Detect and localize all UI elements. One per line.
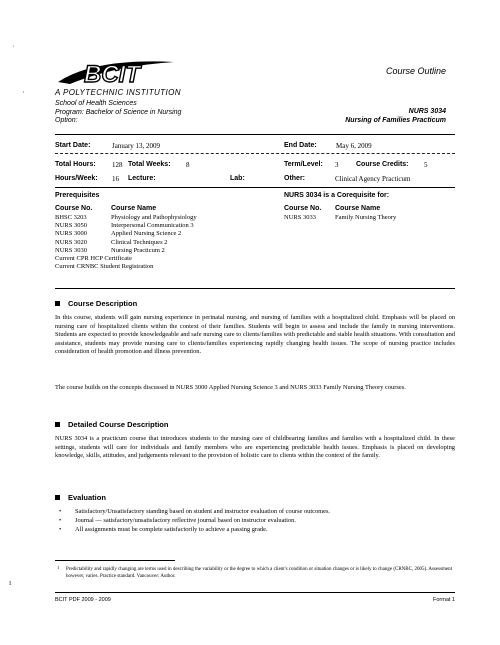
section-bullet-icon xyxy=(55,301,60,306)
coreq-col-course-name: Course Name xyxy=(335,205,381,212)
credits-label: Course Credits: xyxy=(356,161,409,168)
lecture-label: Lecture: xyxy=(128,175,156,182)
list-item xyxy=(55,239,197,247)
section-bullet-icon xyxy=(55,422,60,427)
scan-mark: ı xyxy=(9,578,12,587)
section-bullet-icon xyxy=(55,495,60,500)
prereq-rule xyxy=(55,288,455,289)
prereq-course-name: Interpersonal Communication 3 xyxy=(111,222,194,230)
end-date-value: May 6, 2009 xyxy=(336,142,372,150)
term-label: Term/Level: xyxy=(284,161,323,168)
footer-right: Format 1 xyxy=(432,597,455,603)
list-item: • All assignments must be complete satisfactorily to achieve a passing grade. xyxy=(55,525,455,534)
total-hours-label: Total Hours: xyxy=(55,161,96,168)
list-item xyxy=(55,230,197,238)
list-item xyxy=(55,247,197,255)
start-date-label: Start Date: xyxy=(55,142,91,149)
footnote-text: Predictability and rapidly changing are terms used in describing the variability or the degree to which a client's condition or situation changes or is likely to change (CRNBC, 2005). Assessment however, varies. Practice standard. Vancouver: Author. xyxy=(66,567,452,579)
institution-name: A POLYTECHNIC INSTITUTION xyxy=(55,88,181,97)
end-date-label: End Date: xyxy=(284,142,317,149)
list-item xyxy=(55,214,197,222)
list-item: Current CPR HCP Certificate xyxy=(55,255,132,263)
option-label: Option: xyxy=(55,117,78,124)
course-description-heading xyxy=(55,299,137,308)
program-name: Program: Bachelor of Science in Nursing xyxy=(55,108,182,116)
total-weeks-value: 8 xyxy=(186,161,190,169)
coreq-course-name: Family Nursing Theory xyxy=(335,214,397,221)
list-item: • Satisfactory/Unsatisfactory standing based on student and instructor evaluation of course outcomes. xyxy=(55,507,455,516)
footer-rule xyxy=(55,592,455,593)
course-identity xyxy=(345,108,446,125)
section-title-text: Evaluation xyxy=(68,493,106,502)
prereq-course-name: Clinical Techniques 2 xyxy=(111,238,168,246)
hours-week-label: Hours/Week: xyxy=(55,175,98,182)
other-value: Clinical Agency Practicum xyxy=(335,175,411,183)
prereq-course-name: Physiology and Pathophysiology xyxy=(111,214,197,221)
course-code: NURS 3034 xyxy=(408,108,446,115)
lab-label: Lab: xyxy=(230,175,245,182)
detailed-description-heading xyxy=(55,420,168,429)
section-title-text: Detailed Course Description xyxy=(68,420,169,429)
total-weeks-label: Total Weeks: xyxy=(128,161,171,168)
evaluation-list xyxy=(55,507,455,534)
start-date-value: January 13, 2009 xyxy=(112,142,161,150)
prerequisites-title: Prerequisites xyxy=(55,192,100,199)
evaluation-heading xyxy=(55,493,106,502)
scan-mark: ˙ xyxy=(12,44,15,53)
credits-value: 5 xyxy=(424,161,428,169)
prereq-col-course-no: Course No. xyxy=(55,205,93,212)
corequisite-title: NURS 3034 is a Corequisite for: xyxy=(284,192,390,199)
footer-left: BCIT PDF 2009 - 2009 xyxy=(55,597,111,603)
logo-text: BCIT xyxy=(84,61,140,88)
footnote-rule xyxy=(55,560,175,561)
prereq-course-name: Nursing Practicum 2 xyxy=(111,246,165,254)
prereq-course-no: BHSC 3203 xyxy=(55,214,87,221)
school-info xyxy=(55,100,181,126)
header-rule xyxy=(55,134,455,135)
coreq-col-course-no: Course No. xyxy=(284,205,322,212)
prereq-col-course-name: Course Name xyxy=(111,205,157,212)
prereq-course-no: NURS 3030 xyxy=(55,246,87,254)
detailed-description-p1: NURS 3034 is a practicum course that introduces students to the nursing care of childbearing families and families with a hospitalized child. In these settings, students will care for individuals and family members who are experiencing predictable health issues. Emphasis is placed on developing knowledge, skills, attitudes, and judgements relevant to the provision of holistic care to clients within the context of the family. xyxy=(55,435,455,460)
list-item xyxy=(55,222,197,230)
document-type: Course Outline xyxy=(385,66,446,76)
total-hours-value: 128 xyxy=(112,161,123,169)
term-value: 3 xyxy=(335,161,339,169)
prereq-course-name: Applied Nursing Science 2 xyxy=(111,230,182,238)
schedule-divider xyxy=(55,153,455,154)
list-item: Current CRNBC Student Registration xyxy=(55,263,154,271)
prerequisite-list xyxy=(55,214,197,271)
school-name: School of Health Sciences xyxy=(55,100,137,107)
prereq-course-no: NURS 3020 xyxy=(55,238,87,246)
scan-mark: · xyxy=(22,88,25,97)
list-item: • Journal — satisfactory/unsatisfactory reflective journal based on instructor evaluation. xyxy=(55,516,455,525)
prereq-course-no: NURS 3050 xyxy=(55,222,87,230)
list-item xyxy=(284,214,396,222)
schedule-rule xyxy=(55,187,455,188)
footnote-marker: 1 xyxy=(57,565,60,570)
course-description-p1: In this course, students will gain nursing experience in perinatal nursing, and nursing of families with a hospitalized child. Emphasis will be placed on nursing care of hospitalized clients within the context of their families. Students will begin to assess and include the family in nursing interventions. Students are expected to provide knowledgeable and safe nursing care to clients/families with predictable and stable health situations. With consultation and assistance, students may provide nursing care to clients/families experiencing rapidly changing health issues. The scope of nursing practice includes consideration of health promotion and illness prevention. xyxy=(55,314,455,356)
course-title: Nursing of Families Practicum xyxy=(345,116,446,124)
course-description-p2: The course builds on the concepts discussed in NURS 3000 Applied Nursing Science 3 and NURS 3033 Family Nursing Theory courses. xyxy=(55,384,406,391)
coreq-course-no: NURS 3033 xyxy=(284,214,316,221)
other-label: Other: xyxy=(284,175,305,182)
prereq-course-no: NURS 3000 xyxy=(55,230,87,238)
hours-week-value: 16 xyxy=(112,175,119,183)
section-title-text: Course Description xyxy=(68,299,138,308)
